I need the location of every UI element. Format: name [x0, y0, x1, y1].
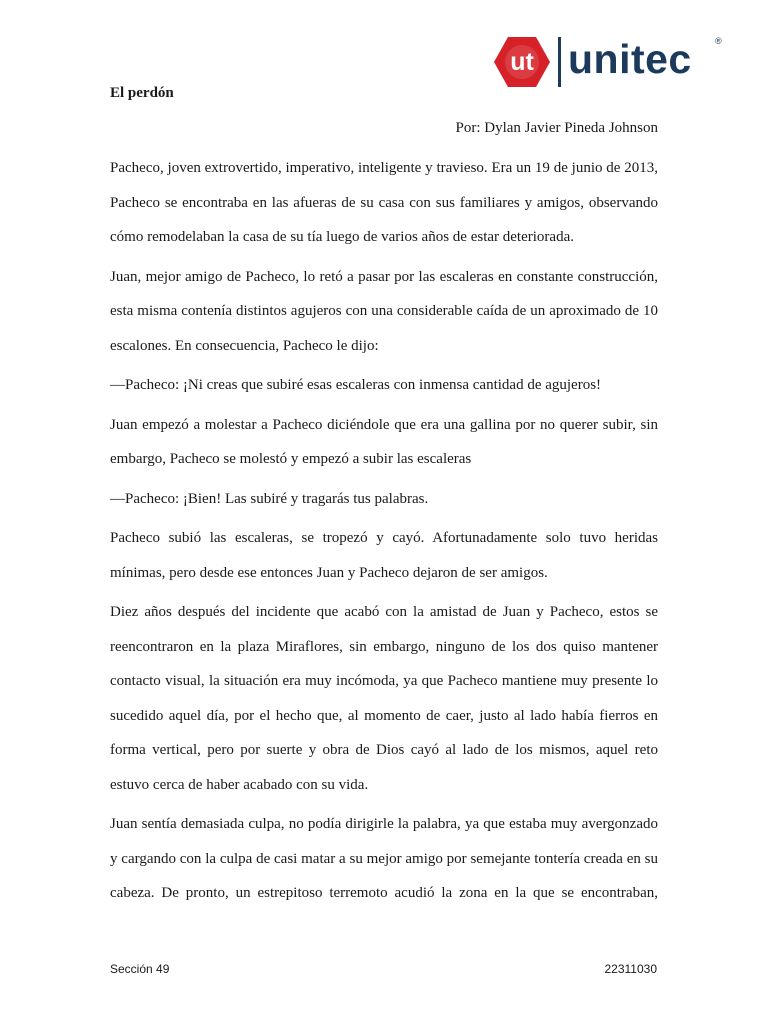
unitec-logo-mark-icon	[494, 34, 550, 90]
footer-section: Sección 49	[110, 962, 170, 976]
paragraph: Juan empezó a molestar a Pacheco diciéndole que era una gallina por no querer subir, sin embargo, Pacheco se molestó y empezó a subir las escaleras	[110, 416, 658, 467]
unitec-logo	[494, 34, 726, 90]
paragraph: Pacheco, joven extrovertido, imperativo, inteligente y travieso. Era un 19 de junio de 2013, Pacheco se encontraba en las afueras de su casa con sus familiares y amigos, observando cómo remodelaban la casa de su tía luego de varios años de estar deteriorada.	[110, 160, 658, 245]
logo-mark-text: ut	[510, 48, 534, 76]
paragraph: Pacheco subió las escaleras, se tropezó y cayó. Afortunadamente solo tuvo heridas mínimas, pero desde ese entonces Juan y Pacheco dejaron de ser amigos.	[110, 530, 658, 581]
paragraph: Juan sentía demasiada culpa, no podía dirigirle la palabra, ya que estaba muy avergonzado y cargando con la culpa de casi matar a su mejor amigo por semejante tontería creada en su cabeza. De pronto, un estrepitoso terremoto acudió la zona en la que se encontraban,	[110, 816, 658, 901]
document-title: El perdón	[110, 85, 174, 101]
footer-id-number: 22311030	[604, 962, 657, 976]
dialogue-line: —Pacheco: ¡Ni creas que subiré esas escaleras con inmensa cantidad de agujeros!	[110, 377, 602, 393]
logo-wordmark: unitec	[568, 36, 692, 82]
paragraph: Diez años después del incidente que acabó con la amistad de Juan y Pacheco, estos se reencontraron en la plaza Miraflores, sin embargo, ninguno de los dos quiso mantener contacto visual, la situación era muy incómoda, ya que Pacheco mantiene muy presente lo sucedido aquel día, por el hecho que, al momento de caer, justo al lado había fierros en forma vertical, pero por suerte y obra de Dios cayó al lado de los mismos, aquel reto estuvo cerca de haber acabado con su vida.	[110, 604, 658, 793]
registered-mark: ®	[715, 36, 722, 46]
paragraph: Juan, mejor amigo de Pacheco, lo retó a pasar por las escaleras en constante construcción, esta misma contenía distintos agujeros con una considerable caída de un aproximado de 10 escalones. En consecuencia, Pacheco le dijo:	[110, 268, 658, 354]
document-author: Por: Dylan Javier Pineda Johnson	[455, 120, 658, 136]
document-body	[110, 151, 658, 916]
logo-divider	[558, 37, 561, 87]
dialogue-line: —Pacheco: ¡Bien! Las subiré y tragarás tus palabras.	[110, 490, 429, 507]
